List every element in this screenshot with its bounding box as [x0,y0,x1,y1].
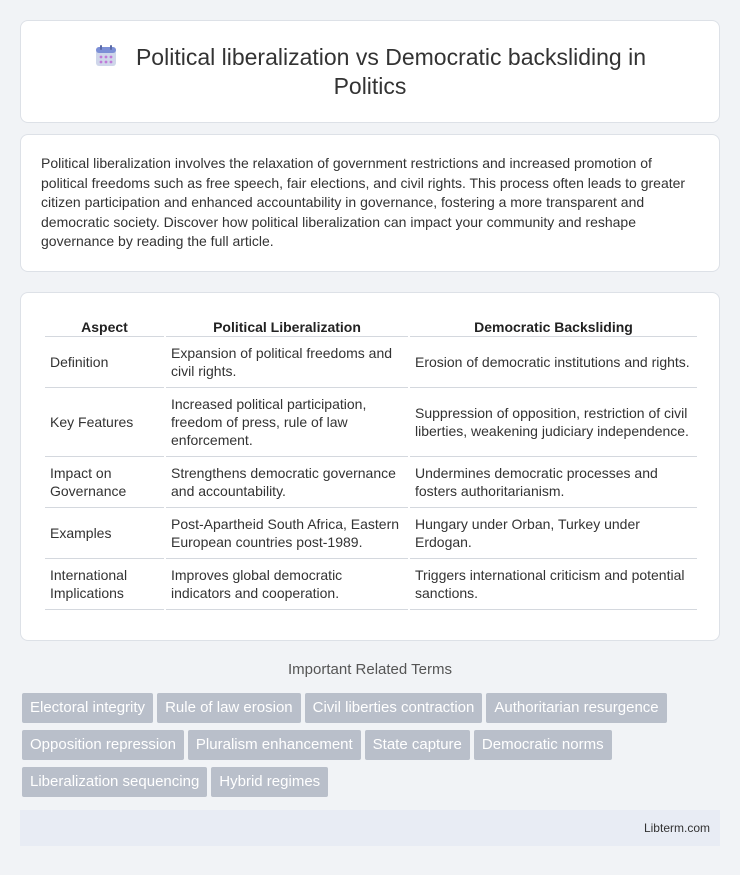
page-title: Political liberalization vs Democratic backsliding in Politics [135,44,647,99]
backsliding-cell: Hungary under Orban, Turkey under Erdogan. [410,508,697,559]
table-row [45,337,697,388]
liberalization-cell: Post-Apartheid South Africa, Eastern European countries post-1989. [166,508,408,559]
related-term-tag[interactable]: Rule of law erosion [157,693,301,723]
related-term-tag[interactable]: Authoritarian resurgence [486,693,666,723]
aspect-cell: Examples [45,508,164,559]
liberalization-cell: Expansion of political freedoms and civil rights. [166,337,408,388]
aspect-cell: Definition [45,337,164,388]
footer-site-link[interactable]: Libterm.com [643,821,710,835]
backsliding-cell: Triggers international criticism and potential sanctions. [410,559,697,610]
header-democratic-backsliding: Democratic Backsliding [410,317,697,337]
header-aspect: Aspect [45,317,164,337]
related-term-tag[interactable]: Civil liberties contraction [305,693,483,723]
table-header-row [45,317,697,337]
header-political-liberalization: Political Liberalization [166,317,408,337]
title-card [20,20,720,123]
liberalization-cell: Improves global democratic indicators and cooperation. [166,559,408,610]
aspect-cell: Impact on Governance [45,457,164,508]
page-title-container [61,43,679,101]
table-row [45,508,697,559]
liberalization-cell: Increased political participation, freedom of press, rule of law enforcement. [166,388,408,457]
related-term-tag[interactable]: Liberalization sequencing [22,767,207,797]
comparison-card [20,292,720,641]
related-term-tag[interactable]: Opposition repression [22,730,184,760]
backsliding-cell: Erosion of democratic institutions and rights. [410,337,697,388]
aspect-cell: International Implications [45,559,164,610]
backsliding-cell: Suppression of opposition, restriction of civil liberties, weakening judiciary independence. [410,388,697,457]
related-term-tag[interactable]: Hybrid regimes [211,767,328,797]
backsliding-cell: Undermines democratic processes and fosters authoritarianism. [410,457,697,508]
related-term-tag[interactable]: Electoral integrity [22,693,153,723]
footer [20,810,720,846]
related-term-tag[interactable]: State capture [365,730,470,760]
table-row [45,559,697,610]
intro-paragraph: Political liberalization involves the relaxation of government restrictions and increased promotion of political freedoms such as free speech, fair elections, and civil rights. This process often leads to greater citizen participation and enhanced accountability in governance, fostering a more transparent and democratic society. Discover how political liberalization can impact your community and reshape governance by reading the full article. [41,155,686,249]
calendar-icon [94,44,118,68]
intro-card [20,134,720,272]
related-terms-heading: Important Related Terms [288,661,452,678]
aspect-cell: Key Features [45,388,164,457]
table-row [45,457,697,508]
related-terms-list [22,693,722,804]
related-term-tag[interactable]: Democratic norms [474,730,612,760]
related-term-tag[interactable]: Pluralism enhancement [188,730,361,760]
comparison-table [43,317,699,610]
liberalization-cell: Strengthens democratic governance and accountability. [166,457,408,508]
table-row [45,388,697,457]
